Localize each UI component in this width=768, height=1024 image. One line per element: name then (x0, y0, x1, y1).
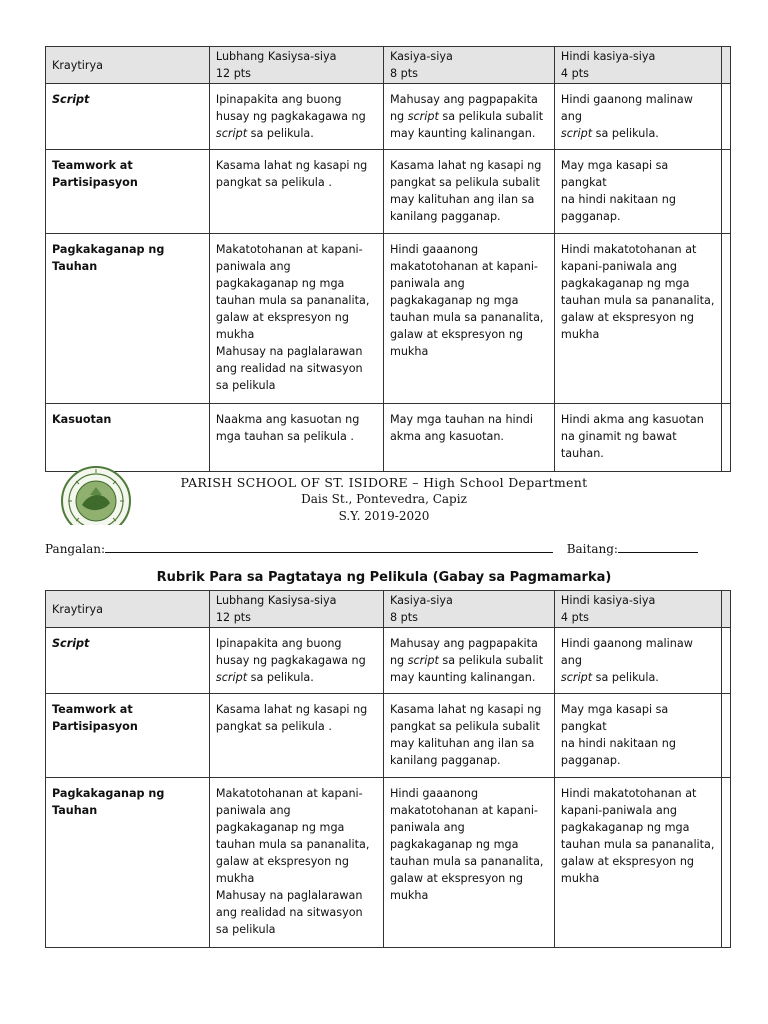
name-grade-line (45, 540, 745, 556)
table-row (46, 694, 731, 778)
table-row (46, 234, 731, 404)
table-header-row (46, 47, 731, 84)
rubric-title: Rubrik Para sa Pagtataya ng Pelikula (Gabay sa Pagmamarka) (156, 570, 612, 585)
level-2-cell: Hindi gaaanong makatotohanan at kapani- paniwala ang pagkakaganap ng mga tauhan mula sa pananalita, galaw at ekspresyon ng mukha (383, 778, 554, 948)
criterion-cell: Kasuotan (46, 404, 210, 472)
school-header (0, 474, 768, 525)
level-3-cell: Hindi gaanong malinaw ang script sa pelikula. (554, 84, 721, 150)
level-3-cell: Hindi akma ang kasuotan na ginamit ng bawat tauhan. (554, 404, 721, 472)
level-2-cell: Mahusay ang pagpapakita ng script sa pelikula subalit may kaunting kalinangan. (383, 84, 554, 150)
table-row (46, 150, 731, 234)
spacer-cell (721, 234, 730, 404)
level-3-cell: Hindi gaanong malinaw ang script sa pelikula. (554, 628, 721, 694)
level-2-cell: May mga tauhan na hindi akma ang kasuotan. (383, 404, 554, 472)
spacer-cell (721, 404, 730, 472)
header-spacer (721, 47, 730, 84)
level-3-cell: Hindi makatotohanan at kapani-paniwala ang pagkakaganap ng mga tauhan mula sa pananalita, galaw at ekspresyon ng mukha (554, 234, 721, 404)
name-label: Pangalan: (45, 542, 106, 556)
table-row (46, 404, 731, 472)
spacer-cell (721, 694, 730, 778)
rubric-table-top (45, 46, 731, 472)
spacer-cell (721, 84, 730, 150)
spacer-cell (721, 778, 730, 948)
level-3-cell: May mga kasapi sa pangkat na hindi nakitaan ng pagganap. (554, 694, 721, 778)
header-criteria: Kraytirya (46, 591, 210, 628)
criterion-cell: Script (46, 628, 210, 694)
level-2-cell: Kasama lahat ng kasapi ng pangkat sa pelikula subalit may kalituhan ang ilan sa kanilang pagganap. (383, 694, 554, 778)
level-1-cell: Makatotohanan at kapani- paniwala ang pagkakaganap ng mga tauhan mula sa pananalita, galaw at ekspresyon ng mukha Mahusay na paglalarawan ang realidad na sitwasyon sa pelikula (209, 778, 383, 948)
level-1-cell: Kasama lahat ng kasapi ng pangkat sa pelikula . (209, 150, 383, 234)
criterion-cell: Teamwork at Partisipasyon (46, 694, 210, 778)
table-row (46, 628, 731, 694)
header-level-3: Hindi kasiya-siya 4 pts (554, 591, 721, 628)
criterion-cell: Teamwork at Partisipasyon (46, 150, 210, 234)
table-row (46, 778, 731, 948)
level-2-cell: Kasama lahat ng kasapi ng pangkat sa pelikula subalit may kalituhan ang ilan sa kanilang pagganap. (383, 150, 554, 234)
header-criteria: Kraytirya (46, 47, 210, 84)
level-2-cell: Mahusay ang pagpapakita ng script sa pelikula subalit may kaunting kalinangan. (383, 628, 554, 694)
criterion-cell: Script (46, 84, 210, 150)
level-3-cell: Hindi makatotohanan at kapani-paniwala ang pagkakaganap ng mga tauhan mula sa pananalita, galaw at ekspresyon ng mukha (554, 778, 721, 948)
table-row (46, 84, 731, 150)
spacer-cell (721, 150, 730, 234)
header-level-2: Kasiya-siya 8 pts (383, 47, 554, 84)
level-1-cell: Naakma ang kasuotan ng mga tauhan sa pelikula . (209, 404, 383, 472)
level-1-cell: Ipinapakita ang buong husay ng pagkakagawa ng script sa pelikula. (209, 628, 383, 694)
table-header-row (46, 591, 731, 628)
grade-label: Baitang: (566, 542, 618, 556)
header-level-1: Lubhang Kasiysa-siya 12 pts (209, 47, 383, 84)
level-1-cell: Makatotohanan at kapani- paniwala ang pagkakaganap ng mga tauhan mula sa pananalita, galaw at ekspresyon ng mukha Mahusay na paglalarawan ang realidad na sitwasyon sa pelikula (209, 234, 383, 404)
criterion-cell: Pagkakaganap ng Tauhan (46, 234, 210, 404)
school-address: Dais St., Pontevedra, Capiz (301, 492, 467, 506)
name-field[interactable] (105, 540, 553, 553)
level-1-cell: Kasama lahat ng kasapi ng pangkat sa pelikula . (209, 694, 383, 778)
grade-field[interactable] (618, 540, 698, 553)
spacer-cell (721, 628, 730, 694)
header-level-1: Lubhang Kasiysa-siya 12 pts (209, 591, 383, 628)
header-spacer (721, 591, 730, 628)
rubric-table-bottom (45, 590, 731, 948)
header-level-3: Hindi kasiya-siya 4 pts (554, 47, 721, 84)
level-2-cell: Hindi gaaanong makatotohanan at kapani- paniwala ang pagkakaganap ng mga tauhan mula sa pananalita, galaw at ekspresyon ng mukha (383, 234, 554, 404)
level-3-cell: May mga kasapi sa pangkat na hindi nakitaan ng pagganap. (554, 150, 721, 234)
school-name: PARISH SCHOOL OF ST. ISIDORE – High School Department (180, 475, 588, 490)
level-1-cell: Ipinapakita ang buong husay ng pagkakagawa ng script sa pelikula. (209, 84, 383, 150)
criterion-cell: Pagkakaganap ng Tauhan (46, 778, 210, 948)
header-level-2: Kasiya-siya 8 pts (383, 591, 554, 628)
school-year: S.Y. 2019-2020 (338, 509, 430, 523)
